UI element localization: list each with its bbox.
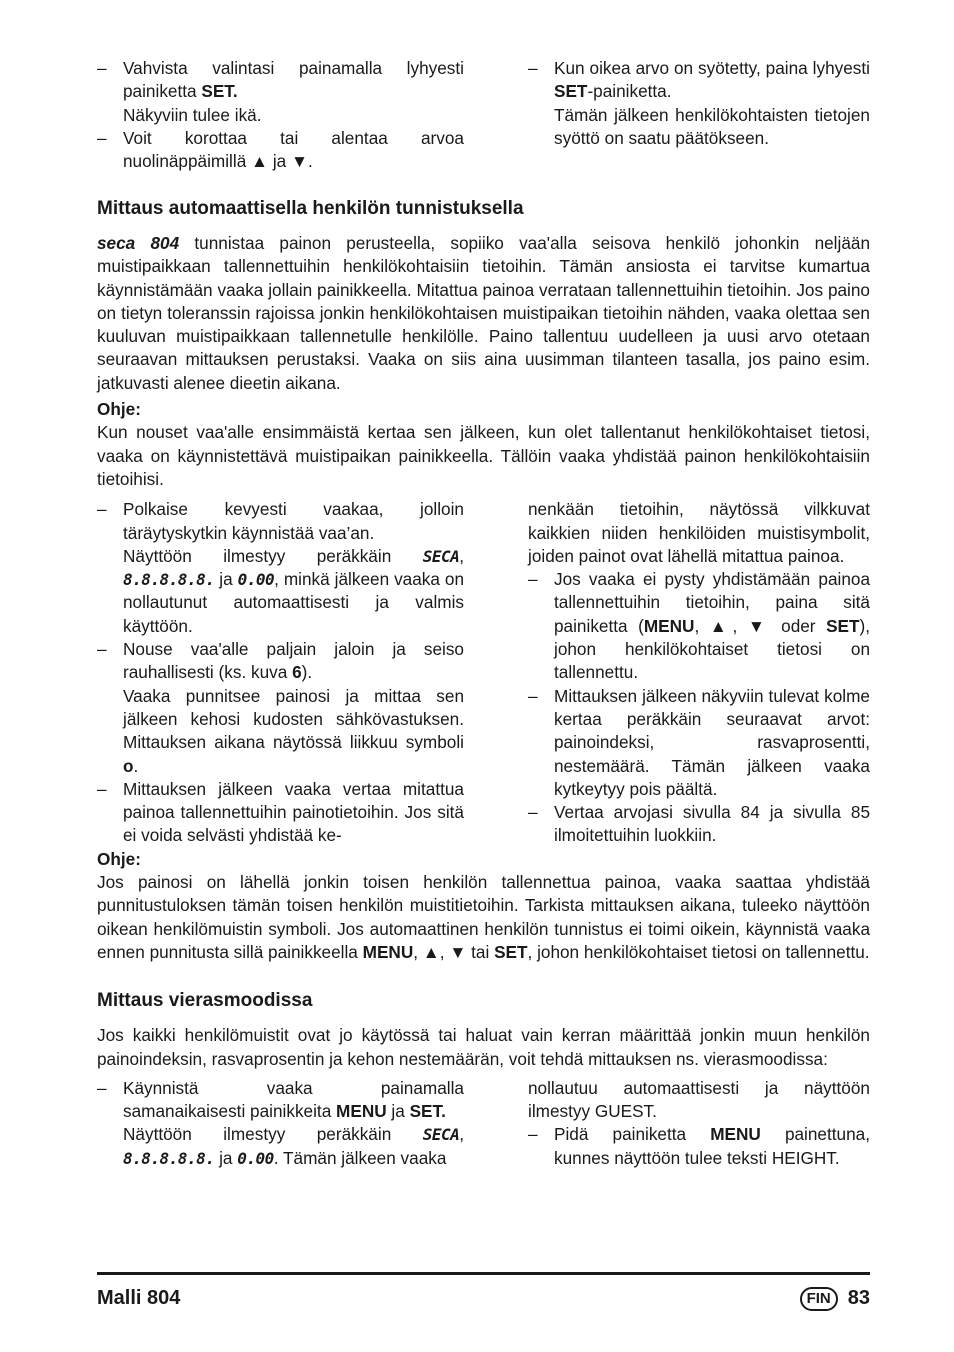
top-right-column bbox=[528, 57, 870, 197]
lcd-000: 0.00 bbox=[237, 1148, 274, 1168]
lcd-seca: SECA bbox=[422, 546, 460, 566]
note-label: Ohje: bbox=[97, 399, 141, 420]
language-badge: FIN bbox=[800, 1287, 838, 1311]
lcd-88888: 8.8.8.8.8. bbox=[123, 1148, 215, 1168]
brand-name: seca 804 bbox=[97, 233, 180, 253]
list-item: – Vertaa arvojasi sivulla 84 ja sivulla 85 ilmoitettuihin luokkiin. bbox=[528, 802, 870, 846]
list-item: – Jos vaaka ei pysty yhdistämään painoa tallennettuihin tietoihin, paina sitä painiketta (MENU, ▲, ▼ oder SET), johon henkilökohtaiset tietosi on tallennettu. bbox=[528, 569, 871, 683]
note-text: Kun nouset vaa'alle ensimmäistä kertaa sen jälkeen, kun olet tallentanut henkilökohtaiset tietosi, vaaka on käynnistettävä muistipaikan painikkeella. Tällöin vaaka yhdistää painon henkilökohtaisiin tietoihisi. bbox=[97, 422, 870, 489]
note-label: Ohje: bbox=[97, 848, 141, 869]
list-item-continuation: nenkään tietoihin, näytössä vilkkuvat kaikkien niiden henkilöiden muistisymbolit, joiden painot ovat lähellä mitattua painoa. bbox=[528, 499, 870, 566]
section2-right-column bbox=[528, 1077, 870, 1170]
model-label: Malli 804 bbox=[97, 1287, 181, 1310]
section1-left-column bbox=[97, 498, 464, 847]
measure-symbol-icon: o bbox=[123, 755, 134, 776]
list-item-continuation: Vaaka punnitsee painosi ja mittaa sen jälkeen kehosi kudosten sähkövastuksen. Mittauksen aikana näytössä liikkuu symboli o. bbox=[123, 685, 464, 776]
lcd-000: 0.00 bbox=[237, 570, 275, 590]
list-item: – Kun oikea arvo on syötetty, paina lyhyesti SET-painiketta. bbox=[528, 58, 870, 102]
list-item-continuation: Tämän jälkeen henkilökohtaisten tietojen syöttö on saatu päätökseen. bbox=[554, 104, 870, 148]
top-columns bbox=[97, 57, 870, 197]
list-item: – Mittauksen jälkeen näkyviin tulevat kolme kertaa peräkkäin seuraavat arvot: painoindeksi, rasvaprosentti, nestemäärä. Tämän jälkeen vaaka kytkeytyy pois päältä. bbox=[528, 685, 870, 799]
list-item: – Voit korottaa tai alentaa arvoa nuolinäppäimillä ▲ ja ▼. bbox=[97, 127, 464, 172]
section-heading: Mittaus automaattisella henkilön tunnistuksella bbox=[97, 198, 524, 219]
page-number: 83 bbox=[847, 1287, 870, 1310]
list-item: – Polkaise kevyesti vaakaa, jolloin täräytyskytkin käynnistää vaa’an. bbox=[97, 499, 464, 543]
page-content bbox=[97, 57, 870, 1170]
list-item: – Pidä painiketta MENU painettuna, kunnes näyttöön tulee teksti HEIGHT. bbox=[528, 1124, 870, 1168]
footer-right bbox=[800, 1287, 870, 1311]
section2-left-column bbox=[97, 1077, 464, 1170]
section2-columns bbox=[97, 1077, 870, 1170]
list-item-continuation: nollautuu automaattisesti ja näyttöön ilmestyy GUEST. bbox=[528, 1077, 870, 1122]
note-text: Jos painosi on lähellä jonkin toisen henkilön tallennettua painoa, vaaka saattaa yhdistää punnitustuloksen tämän toisen henkilön muistitietoihin. Tarkista mittauksen aikana, tuleeko näyttöön oikean henkilömuistin symboli. Jos automaattinen henkilön tunnistus ei toimi oikein, käynnistä vaaka ennen punnitusta sillä painikkeella MENU, ▲, ▼ tai SET, johon henkilökohtaiset tietosi on tallennettu. bbox=[97, 872, 870, 962]
list-item: – Vahvista valintasi painamalla lyhyesti painiketta SET. bbox=[97, 58, 464, 102]
list-item-continuation: Näyttöön ilmestyy peräkkäin SECA, 8.8.8.8.8. ja 0.00, minkä jälkeen vaaka on nollautunut automaattisesti ja valmis käyttöön. bbox=[123, 545, 464, 636]
list-item: – Nouse vaa'alle paljain jaloin ja seiso rauhallisesti (ks. kuva 6). bbox=[97, 639, 464, 683]
footer-divider bbox=[97, 1272, 870, 1275]
list-item: – Käynnistä vaaka painamalla samanaikaisesti painikkeita MENU ja SET. bbox=[97, 1077, 464, 1122]
section-heading: Mittaus vierasmoodissa bbox=[97, 990, 313, 1012]
lcd-88888: 8.8.8.8.8. bbox=[123, 570, 215, 590]
lcd-seca: SECA bbox=[422, 1125, 460, 1145]
list-item-continuation: Näkyviin tulee ikä. bbox=[123, 104, 262, 125]
section1-right-column bbox=[528, 498, 870, 847]
top-left-column bbox=[97, 57, 464, 197]
section1-columns bbox=[97, 498, 870, 847]
page-footer bbox=[97, 1287, 870, 1311]
list-item-continuation: Näyttöön ilmestyy peräkkäin SECA, 8.8.8.8.8. ja 0.00. Tämän jälkeen vaaka bbox=[123, 1124, 464, 1168]
list-item: – Mittauksen jälkeen vaaka vertaa mitattua painoa tallennettuihin painotietoihin. Jos sitä ei voida selvästi yhdistää ke- bbox=[97, 778, 464, 846]
paragraph: seca 804 tunnistaa painon perusteella, sopiiko vaa'alla seisova henkilö johonkin neljään muistipaikkaan tallennettuihin henkilökohtaisiin tietoihin. Tämän ansiosta ei tarvitse kumartua käynnistämään vaaka jollain painikkeella. Mitattua painoa verrataan tallennettuihin tietoihin. Jos paino on tietyn toleranssin rajoissa jonkin henkilökohtaisen muistipaikan tietoihin nähden, vaaka olettaa sen kuuluvan muistipaikkaan tallennetulle henkilölle. Paino tallentuu uudelleen ja uusi arvo otetaan seuraavan mittauksen perustaksi. Vaaka on siis aina uusimman tilanteen tasalla, jos paino esim. jatkuvasti alenee dieetin aikana. bbox=[97, 233, 870, 393]
paragraph: Jos kaikki henkilömuistit ovat jo käytössä tai haluat vain kerran määrittää jonkin muun henkilön painoindeksin, rasvaprosentin ja kehon nestemäärän, voit tehdä mittauksen ns. vierasmoodissa: bbox=[97, 1025, 870, 1069]
